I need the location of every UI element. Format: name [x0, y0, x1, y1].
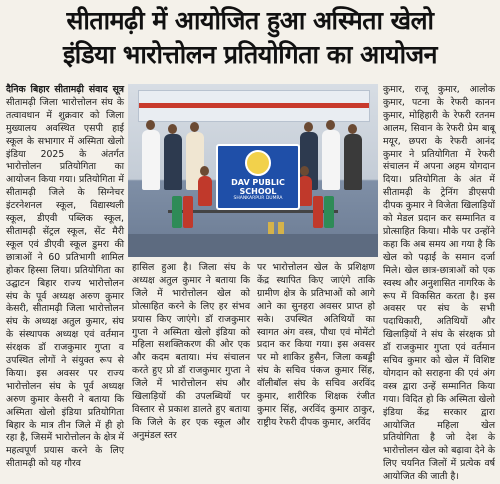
headline-line-1: सीतामढ़ी में आयोजित हुआ अस्मिता खेलो [66, 6, 434, 35]
byline: दैनिक बिहार सीतामढ़ी संवाद सूत्र [6, 84, 124, 95]
school-emblem-icon [245, 150, 271, 176]
barbell-plate [324, 196, 334, 228]
trophy-icon [268, 222, 274, 234]
column-2-text: हासिल हुआ है। जिला संघ के अध्यक्ष अतुल कुमार ने बताया कि जिले में भारोत्तोलन खेल को प्रोत्साहित करने के लिए हर संभव प्रयास किए जाएंगे। डॉ राजकुमार गुप्ता ने अस्मिता खेलो इंडिया को महिला सशक्तिकरण की ओर एक और कदम बताया। मंच संचालन करते हुए प्रो डॉ राजकुमार गुप्ता ने जिले में भारोत्तोलन संघ और खिलाड़ियों की उपलब्धियों पर विस्तार से प्रकाश डालते हुए बताया कि जिले के हर एक स्कूल और अनुमंडल स्तर [132, 262, 250, 441]
barbell-plate [183, 196, 193, 228]
school-banner-title: DAV PUBLIC SCHOOL [231, 178, 285, 196]
event-photo [128, 84, 378, 257]
school-banner-subtitle: SHANKARPUR DUMRA [233, 196, 283, 201]
barbell-plate [172, 196, 182, 228]
column-4-text: कुमार, राजू कुमार, आलोक कुमार, पटना के रेफरी कानन कुमार, मोहिहारी के रेफरी रतनम आलम, सिवान के रेफरी प्रेम बाबू मयूर, छपरा के रेफरी आनंद कुमार ने प्रतियोगिता में रेफरी संचालन में अपना अहम योगदान दिया। प्रतियोगिता के अंत में सीतामढ़ी के ट्रेनिंग डीएसपी दीपक कुमार ने विजेता खिलाड़ियों को मेडल प्रदान कर सम्मानित व प्रोत्साहित किया। मौके पर उन्होंने कहा कि अब समय आ गया है कि खेल को पढ़ाई के समान दर्जा मिले। खेल छात्र-छात्राओं को एक स्वस्थ और अनुशासित नागरिक के रूप में विकसित करता है। इस अवसर पर संघ के सभी पदाधिकारी, अतिथियों और खिलाड़ियों ने संघ के संरक्षक प्रो डॉ राजकुमार गुप्ता एवं वर्तमान सचिव कुमार को खेल में विशिष्ट योगदान को सराहना की एवं अंग वस्त्र द्वारा उन्हें सम्मानित किया गया। विदित हो कि अस्मिता खेलो इंडिया केंद्र सरकार द्वारा आयोजित महिला खेल प्रतियोगिता है जो देश के भारोत्तोलन खेल को बढ़ावा देने के लिए चयनित जिलों में प्रत्येक वर्ष आयोजित की जाती है। [383, 84, 495, 483]
article-column-2 [132, 262, 250, 441]
article-column-3 [257, 262, 375, 428]
column-3-text: पर भारोत्तोलन खेल के प्रशिक्षण केंद्र स्थापित किए जाएंगे ताकि ग्रामीण क्षेत्र के प्रतिभाओं को आगे आने का सुनहरा अवसर प्राप्त हो सके। उपस्थित अतिथियों का स्वागत अंग वस्त्र, पौधा एवं मोमेंटो प्रदान कर किया गया। इस अवसर पर मो शाकिर हुसैन, जिला कबड्डी संघ के सचिव पंकज कुमार सिंह, वॉलीबॉल संघ के सचिव अरविंद कुमार, शारीरिक शिक्षक रंजीत कुमार सिंह, अरविंद कुमार ठाकुर, राष्ट्रीय रेफरी दीपक कुमार, अरविंद [257, 262, 375, 428]
wall-banner [138, 90, 370, 122]
barbell-plate [313, 196, 323, 228]
school-banner [216, 144, 300, 210]
trophy-icon [278, 222, 284, 234]
article-column-4 [383, 84, 495, 483]
lifting-platform [128, 234, 378, 257]
article-column-1 [6, 84, 124, 470]
column-1-text: सीतामढ़ी जिला भारोत्तोलन संघ के तत्वावधान में शुक्रवार को जिला मुख्यालय अवस्थित एसपी हाई स्कूल के सभागार में अस्मिता खेलो इंडिया 2025 के अंतर्गत भारोत्तोलन प्रतियोगिता का आयोजन किया गया। प्रतियोगिता में सीतामढ़ी जिले के सिग्नेचर इंटरनेशनल स्कूल, विद्यास्थली स्कूल, डीएवी पब्लिक स्कूल, सीतामढ़ी सेंट्रल स्कूल, सेंट मैरी स्कूल एवं डीएवी स्कूल डुमरा की छात्राओं ने 60 प्रतिभागी शामिल होकर हिस्सा लिया। प्रतियोगिता का उद्घाटन बिहार राज्य भारोत्तोलन संघ के पूर्व अध्यक्ष अरुण कुमार केसरी, सीतामढ़ी जिला भारोत्तोलन संघ के अध्यक्ष अतुल कुमार, संघ के संस्थापक अध्यक्ष एवं वर्तमान संरक्षक डॉ राजकुमार गुप्ता व उपस्थित लोगों ने संयुक्त रूप से किया। इस अवसर पर राज्य भारोत्तोलन संघ के पूर्व अध्यक्ष अरुण कुमार केसरी ने बताया कि अस्मिता खेलो इंडिया प्रतियोगिता बिहार के मात्र तीन जिले में ही हो रहा है, जिसमें भारोत्तोलन के क्षेत्र में महत्वपूर्ण प्रयास करने के लिए सीतामढ़ी को यह गौरव [6, 96, 124, 470]
headline-line-2: इंडिया भारोत्तोलन प्रतियोगिता का आयोजन [62, 40, 438, 69]
